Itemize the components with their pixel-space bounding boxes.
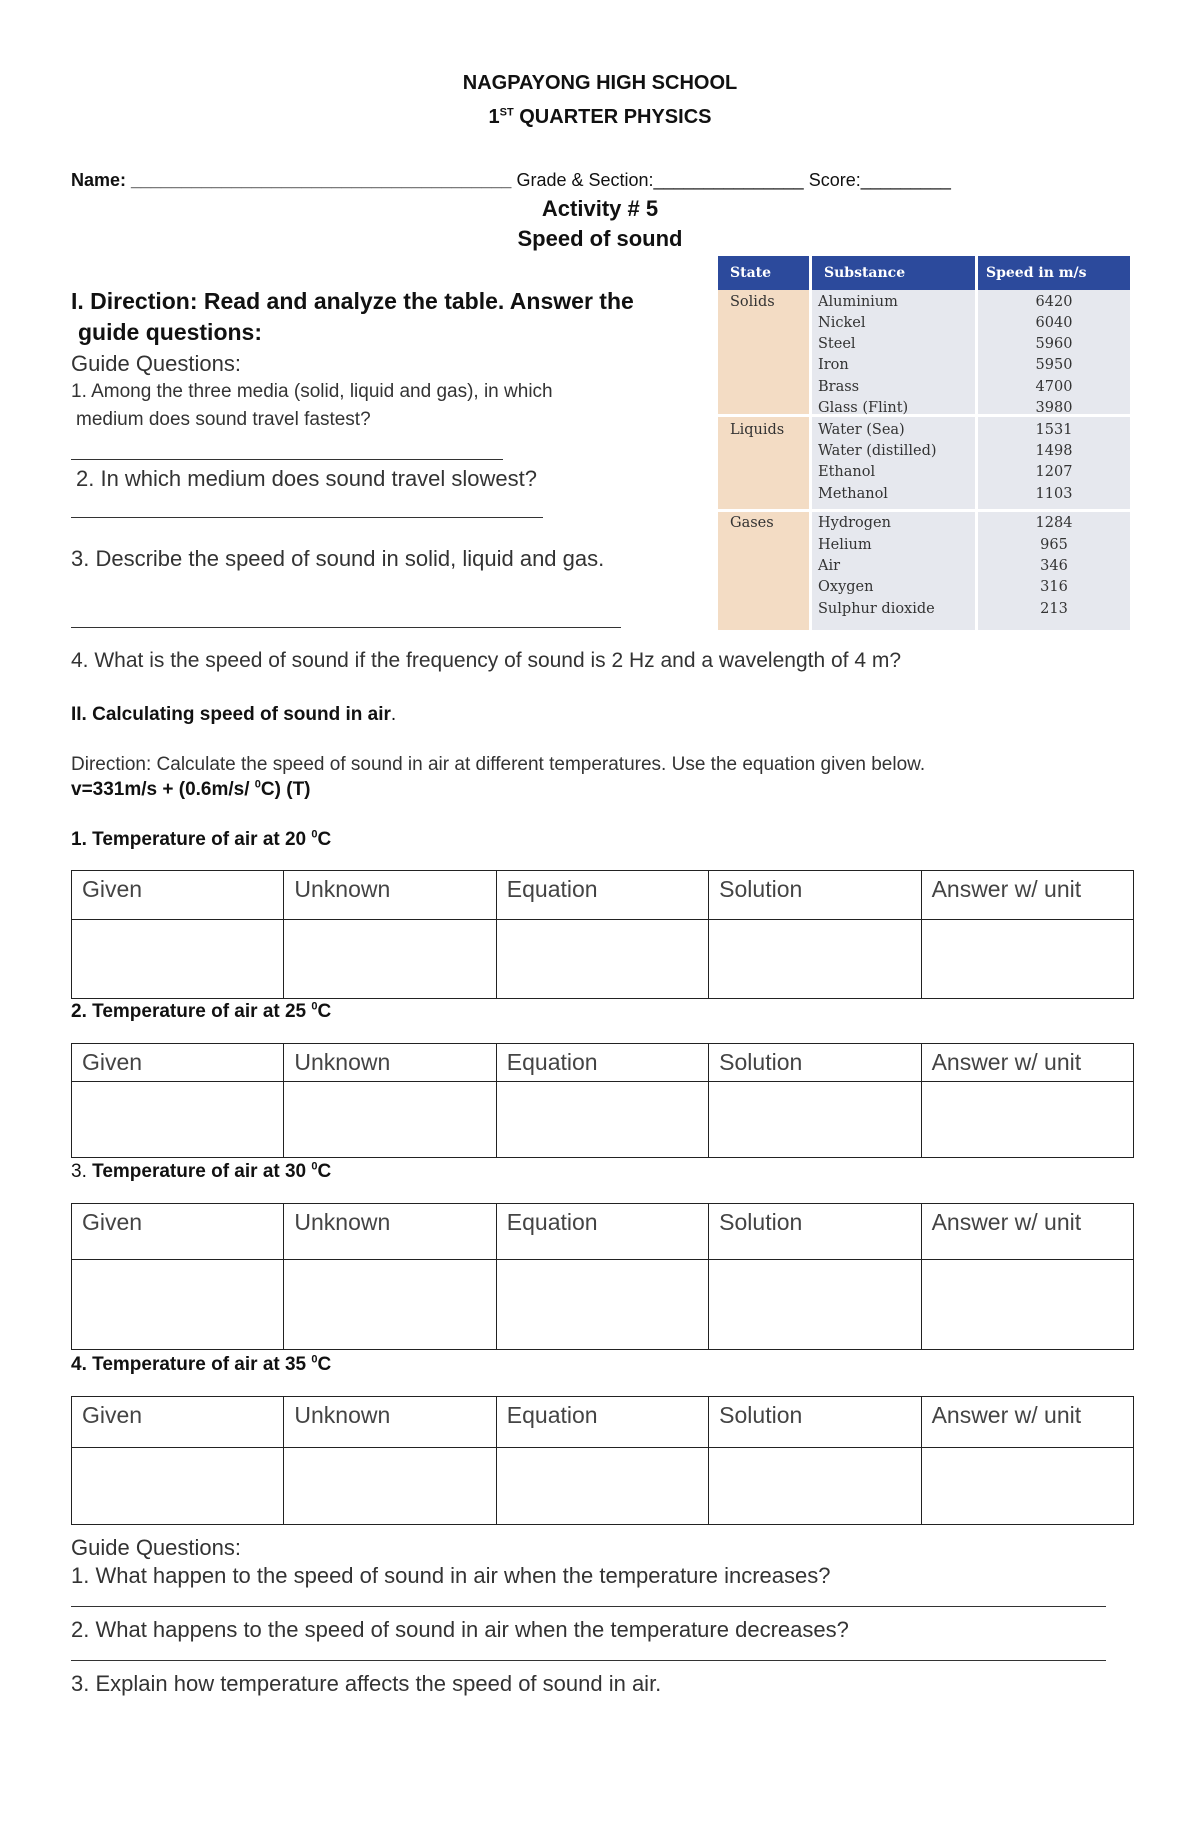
header-given: Given bbox=[72, 1397, 284, 1448]
score-field[interactable]: Score:_________ bbox=[808, 170, 951, 190]
speed-cell: 1284 bbox=[1035, 515, 1073, 531]
group-separator bbox=[718, 509, 1130, 512]
equation-part-a: v=331m/s + (0.6m/s/ bbox=[71, 779, 255, 800]
answer-table-header-row bbox=[72, 1397, 1134, 1448]
header-solution: Solution bbox=[709, 1397, 921, 1448]
given-cell[interactable] bbox=[72, 1082, 284, 1158]
substance-cell: Water (distilled) bbox=[818, 443, 937, 459]
answer-cell[interactable] bbox=[921, 920, 1133, 999]
part1-direction-line2: guide questions: bbox=[78, 319, 262, 345]
substance-cell: Glass (Flint) bbox=[818, 400, 909, 416]
quarter-number: 1 bbox=[488, 106, 500, 128]
substance-cell: Sulphur dioxide bbox=[818, 601, 935, 617]
part2-title-period: . bbox=[390, 704, 397, 725]
speed-cell: 1207 bbox=[1035, 464, 1073, 480]
given-cell[interactable] bbox=[72, 1260, 284, 1350]
header-equation: Equation bbox=[496, 1204, 708, 1260]
speed-cell: 5960 bbox=[1035, 336, 1073, 352]
speed-cell: 1531 bbox=[1035, 422, 1073, 438]
header-speed: Speed in m/s bbox=[978, 256, 1130, 290]
speed-cell: 213 bbox=[1040, 601, 1068, 617]
column-separator bbox=[809, 256, 812, 630]
solution-cell[interactable] bbox=[709, 1448, 921, 1525]
equation-cell[interactable] bbox=[496, 920, 708, 999]
answer-row bbox=[72, 1082, 1134, 1158]
temperature-label-2 bbox=[71, 1001, 331, 1023]
guide2-question-1: 1. What happen to the speed of sound in air when the temperature increases? bbox=[71, 1563, 831, 1588]
substance-cell: Aluminium bbox=[818, 294, 898, 310]
guide2-question-3: 3. Explain how temperature affects the speed of sound in air. bbox=[71, 1671, 662, 1696]
header-solution: Solution bbox=[709, 1044, 921, 1082]
quarter-rest: QUARTER PHYSICS bbox=[513, 106, 712, 128]
answer-table-header-row bbox=[72, 1204, 1134, 1260]
speed-cell: 3980 bbox=[1035, 400, 1073, 416]
substance-cell: Steel bbox=[818, 336, 856, 352]
header-equation: Equation bbox=[496, 1397, 708, 1448]
speed-cell: 6420 bbox=[1035, 294, 1073, 310]
equation-cell[interactable] bbox=[496, 1082, 708, 1158]
substance-cell: Helium bbox=[818, 537, 872, 553]
header-equation: Equation bbox=[496, 1044, 708, 1082]
answer-cell[interactable] bbox=[921, 1260, 1133, 1350]
answer-row bbox=[72, 920, 1134, 999]
speed-cell: 316 bbox=[1040, 579, 1068, 595]
answer-cell[interactable] bbox=[921, 1082, 1133, 1158]
temperature-unit: C bbox=[317, 829, 332, 850]
header-given: Given bbox=[72, 1044, 284, 1082]
header-solution: Solution bbox=[709, 1204, 921, 1260]
substance-cell: Iron bbox=[818, 357, 849, 373]
answer-row bbox=[72, 1448, 1134, 1525]
question-1-line1: 1. Among the three media (solid, liquid and gas), in which bbox=[71, 381, 553, 402]
speed-cell: 5950 bbox=[1035, 357, 1073, 373]
solution-cell[interactable] bbox=[709, 1260, 921, 1350]
answer-cell[interactable] bbox=[921, 1448, 1133, 1525]
degree-sup: 0 bbox=[311, 1000, 318, 1013]
state-label: Liquids bbox=[730, 422, 785, 438]
question-3: 3. Describe the speed of sound in solid, liquid and gas. bbox=[71, 546, 605, 571]
header-unknown: Unknown bbox=[284, 1204, 496, 1260]
degree-sup: 0 bbox=[311, 828, 318, 841]
answer-table-20c bbox=[71, 870, 1134, 999]
answer-table-header-row bbox=[72, 1044, 1134, 1082]
substance-cell: Methanol bbox=[818, 486, 888, 502]
temperature-label-1 bbox=[71, 829, 331, 851]
answer-line-1[interactable] bbox=[71, 459, 503, 460]
header-answer: Answer w/ unit bbox=[921, 1397, 1133, 1448]
speed-of-sound-table bbox=[718, 256, 1130, 630]
quarter-title bbox=[0, 106, 1200, 129]
part1-direction-line1: I. Direction: Read and analyze the table. Answer the bbox=[71, 288, 634, 314]
header-answer: Answer w/ unit bbox=[921, 871, 1133, 920]
header-state: State bbox=[718, 256, 809, 290]
temperature-label-text: 4. Temperature of air at 35 bbox=[71, 1354, 312, 1375]
guide-questions-label-2: Guide Questions: bbox=[71, 1535, 241, 1560]
answer-table-25c bbox=[71, 1043, 1134, 1158]
header-unknown: Unknown bbox=[284, 1397, 496, 1448]
guide2-question-2: 2. What happens to the speed of sound in air when the temperature decreases? bbox=[71, 1617, 849, 1642]
given-cell[interactable] bbox=[72, 920, 284, 999]
speed-cell: 346 bbox=[1040, 558, 1068, 574]
given-cell[interactable] bbox=[72, 1448, 284, 1525]
substance-cell: Hydrogen bbox=[818, 515, 891, 531]
speed-cell: 1103 bbox=[1035, 486, 1073, 502]
substance-cell: Water (Sea) bbox=[818, 422, 905, 438]
temperature-unit: C bbox=[317, 1161, 332, 1182]
grade-section-field[interactable]: Grade & Section:_______________ bbox=[516, 170, 804, 190]
speed-cell: 1498 bbox=[1035, 443, 1073, 459]
part2-title bbox=[71, 704, 396, 726]
state-label: Solids bbox=[730, 294, 775, 310]
part2-direction: Direction: Calculate the speed of sound in air at different temperatures. Use the equation given below. bbox=[71, 754, 926, 775]
school-name: NAGPAYONG HIGH SCHOOL bbox=[462, 72, 738, 94]
temperature-label-number: 3. bbox=[71, 1161, 93, 1182]
speed-cell: 6040 bbox=[1035, 315, 1073, 331]
part2-title-text: II. Calculating speed of sound in air bbox=[71, 704, 391, 725]
substance-cell: Brass bbox=[818, 379, 860, 395]
header-solution: Solution bbox=[709, 871, 921, 920]
speed-cell: 965 bbox=[1040, 537, 1068, 553]
activity-subtitle: Speed of sound bbox=[517, 226, 683, 251]
degree-sup: 0 bbox=[311, 1353, 318, 1366]
header-unknown: Unknown bbox=[284, 871, 496, 920]
solution-cell[interactable] bbox=[709, 1082, 921, 1158]
answer-table-header-row bbox=[72, 871, 1134, 920]
equation-part-b: C) (T) bbox=[260, 779, 311, 800]
solution-cell[interactable] bbox=[709, 920, 921, 999]
temperature-unit: C bbox=[317, 1001, 332, 1022]
activity-title: Activity # 5 bbox=[541, 196, 659, 221]
temperature-label-text: 1. Temperature of air at 20 bbox=[71, 829, 312, 850]
guide2-answer-line-2[interactable] bbox=[71, 1660, 1106, 1661]
unknown-cell[interactable] bbox=[284, 1260, 496, 1350]
guide2-answer-line-1[interactable] bbox=[71, 1606, 1106, 1607]
temperature-label-3 bbox=[71, 1161, 331, 1183]
answer-line-3[interactable] bbox=[71, 627, 621, 628]
equation-cell[interactable] bbox=[496, 1260, 708, 1350]
header-answer: Answer w/ unit bbox=[921, 1204, 1133, 1260]
unknown-cell[interactable] bbox=[284, 1448, 496, 1525]
guide-questions-label: Guide Questions: bbox=[71, 351, 241, 376]
question-1-line2: medium does sound travel fastest? bbox=[76, 409, 371, 430]
speed-cell: 4700 bbox=[1035, 379, 1073, 395]
question-4: 4. What is the speed of sound if the frequency of sound is 2 Hz and a wavelength of 4 m? bbox=[71, 649, 902, 672]
substance-cell: Nickel bbox=[818, 315, 866, 331]
substance-cell: Oxygen bbox=[818, 579, 874, 595]
header-substance: Substance bbox=[812, 256, 975, 290]
name-line bbox=[71, 170, 951, 191]
answer-row bbox=[72, 1260, 1134, 1350]
state-label: Gases bbox=[730, 515, 774, 531]
temperature-label-text: 2. Temperature of air at 25 bbox=[71, 1001, 312, 1022]
temperature-unit: C bbox=[317, 1354, 332, 1375]
header-unknown: Unknown bbox=[284, 1044, 496, 1082]
answer-line-2[interactable] bbox=[71, 517, 543, 518]
equation-degree: 0 bbox=[254, 778, 261, 791]
header-given: Given bbox=[72, 1204, 284, 1260]
header-answer: Answer w/ unit bbox=[921, 1044, 1133, 1082]
substance-cell: Ethanol bbox=[818, 464, 876, 480]
part2-equation bbox=[71, 779, 311, 801]
temperature-label-text: Temperature of air at 30 bbox=[92, 1161, 312, 1182]
unknown-cell[interactable] bbox=[284, 1082, 496, 1158]
answer-table-30c bbox=[71, 1203, 1134, 1350]
equation-cell[interactable] bbox=[496, 1448, 708, 1525]
unknown-cell[interactable] bbox=[284, 920, 496, 999]
answer-table-35c bbox=[71, 1396, 1134, 1525]
degree-sup: 0 bbox=[311, 1160, 318, 1173]
name-field[interactable]: Name: ______________________________________ bbox=[71, 170, 512, 190]
header-given: Given bbox=[72, 871, 284, 920]
substance-cell: Air bbox=[818, 558, 841, 574]
header-equation: Equation bbox=[496, 871, 708, 920]
quarter-superscript: ST bbox=[499, 106, 514, 119]
question-2: 2. In which medium does sound travel slowest? bbox=[76, 466, 538, 491]
temperature-label-4 bbox=[71, 1354, 331, 1376]
